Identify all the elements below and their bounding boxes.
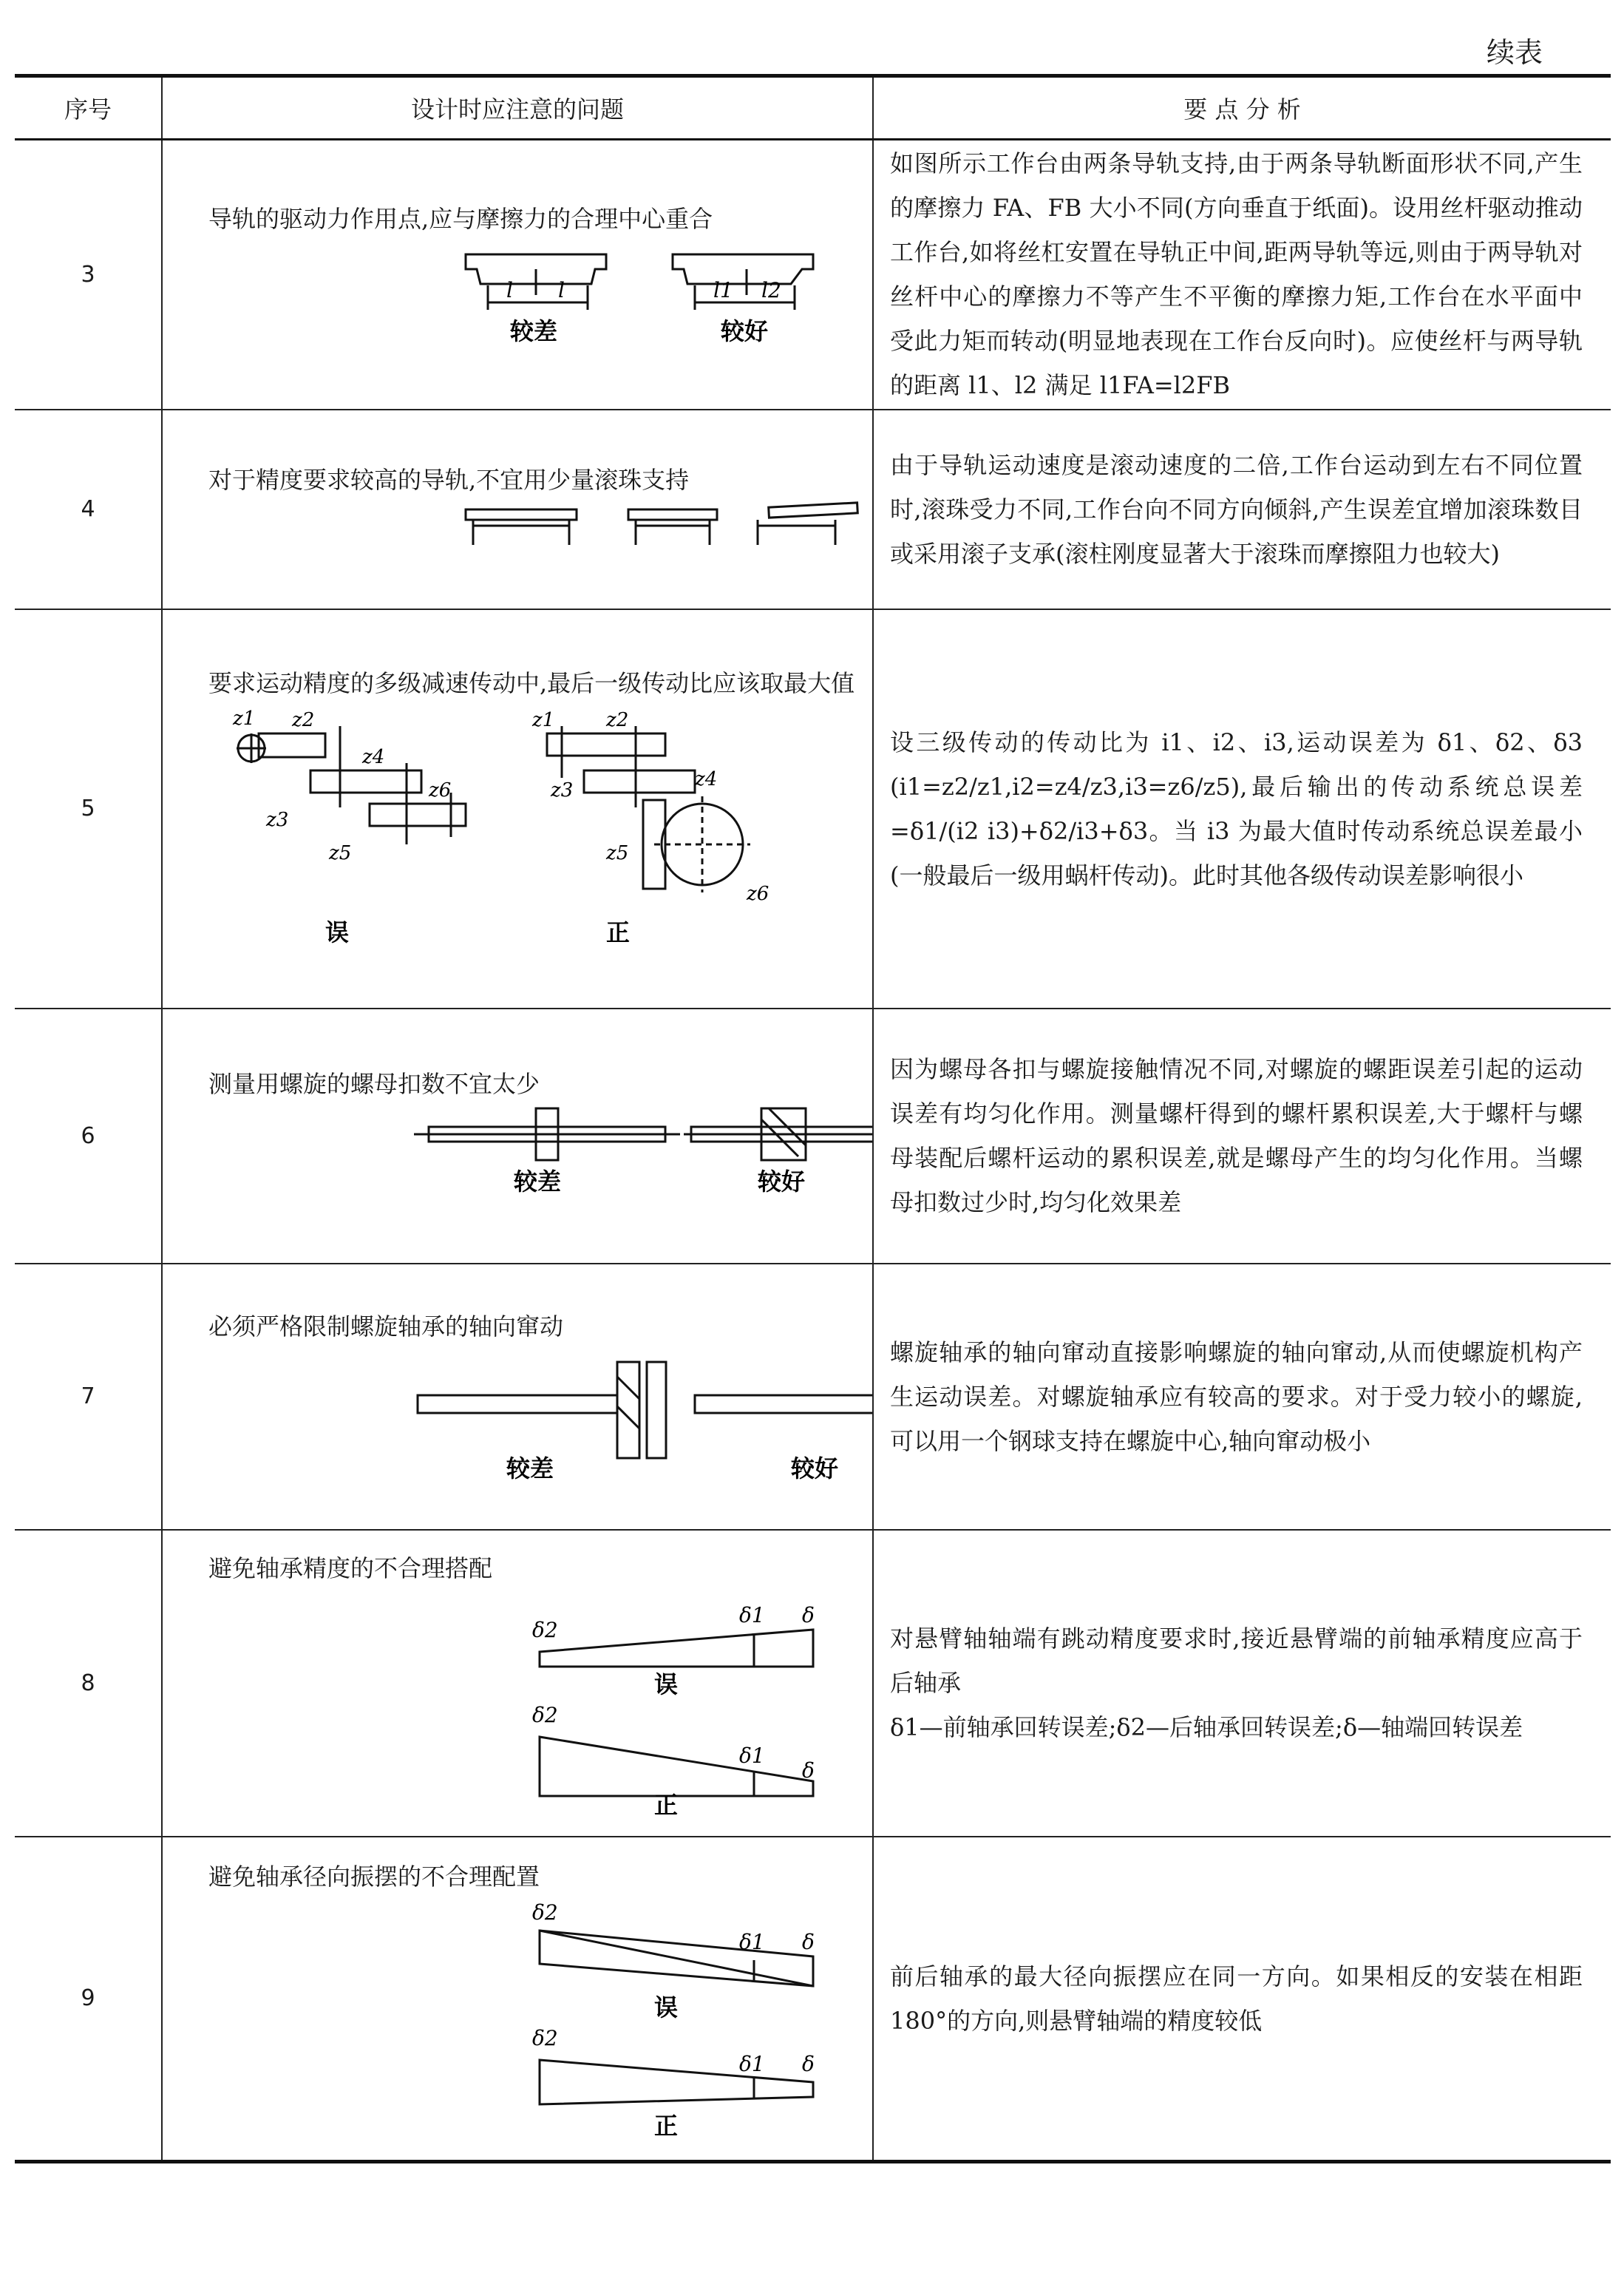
label-delta1: δ1 <box>739 1744 765 1768</box>
analysis-text: 设三级传动的传动比为 i1、i2、i3,运动误差为 δ1、δ2、δ3 (i1=z2/z1,i2=z4/z3,i3=z6/z5),最后输出的传动系统总误差=δ1/(i2 i3)+δ2/i3+δ3。当 i3 为最大值时传动系统总误差最小(一般最后一级用蜗杆传动)。此时其他各级传动误差影响很小 <box>890 728 1583 889</box>
label-z3: z3 <box>266 808 289 831</box>
label-delta: δ <box>802 2051 815 2076</box>
table-row <box>15 1264 1611 1530</box>
caption-better: 较好 <box>721 317 769 346</box>
issue-cell <box>162 1837 873 2162</box>
caption-worse: 较差 <box>514 1168 562 1196</box>
label-z1: z1 <box>532 708 555 731</box>
caption-better: 较好 <box>791 1454 839 1482</box>
label-z4: z4 <box>362 745 385 768</box>
issue-cell <box>162 1264 873 1530</box>
continued-label: 续表 <box>1486 36 1543 69</box>
label-delta2: δ2 <box>532 2025 558 2050</box>
label-l: l <box>558 278 565 303</box>
label-z6: z6 <box>429 779 452 802</box>
issue-text: 要求运动精度的多级减速传动中,最后一级传动比应该取最大值 <box>208 668 855 697</box>
row-num: 5 <box>15 609 162 1009</box>
label-z2: z2 <box>606 708 629 731</box>
label-z6: z6 <box>747 882 769 905</box>
table-row <box>15 1837 1611 2162</box>
label-delta2: δ2 <box>532 1703 558 1727</box>
guide-drive-figure <box>163 240 872 350</box>
label-z1: z1 <box>233 707 256 730</box>
issue-cell <box>162 1530 873 1837</box>
radial-runout-figure <box>163 1897 872 2141</box>
analysis-cell <box>873 1837 1611 2162</box>
issue-text: 避免轴承精度的不合理搭配 <box>208 1554 493 1582</box>
caption-worse: 较差 <box>510 317 558 346</box>
label-delta: δ <box>802 1603 815 1627</box>
analysis-text: 螺旋轴承的轴向窜动直接影响螺旋的轴向窜动,从而使螺旋机构产生运动误差。对螺旋轴承应有较高的要求。对于受力较小的螺旋,可以用一个钢球支持在螺旋中心,轴向窜动极小 <box>890 1338 1583 1455</box>
analysis-line: 对悬臂轴轴端有跳动精度要求时,接近悬臂端的前轴承精度应高于后轴承 <box>890 1624 1583 1697</box>
caption-wrong: 误 <box>654 1993 679 2022</box>
label-l2: l2 <box>761 278 781 303</box>
table-row <box>15 609 1611 1009</box>
caption-right: 正 <box>654 1791 679 1818</box>
row-num: 4 <box>15 410 162 609</box>
screw-bearing-figure <box>163 1347 872 1488</box>
caption-wrong: 误 <box>325 918 350 946</box>
nut-thread-figure <box>163 1105 872 1208</box>
issue-cell <box>162 609 873 1009</box>
caption-better: 较好 <box>758 1168 806 1196</box>
analysis-cell <box>873 140 1611 410</box>
label-delta2: δ2 <box>532 1618 558 1642</box>
bearing-precision-figure <box>163 1589 872 1818</box>
label-z2: z2 <box>292 708 315 731</box>
analysis-text: 因为螺母各扣与螺旋接触情况不同,对螺旋的螺距误差引起的运动误差有均匀化作用。测量螺杆得到的螺杆累积误差,大于螺杆与螺母装配后螺杆运动的累积误差,就是螺母产生的均匀化作用。当螺母扣数过少时,均匀化效果差 <box>890 1055 1583 1216</box>
label-delta: δ <box>802 1929 815 1954</box>
label-delta1: δ1 <box>739 2051 765 2076</box>
analysis-text: 由于导轨运动速度是滚动速度的二倍,工作台运动到左右不同位置时,滚珠受力不同,工作台向不同方向倾斜,产生误差宜增加滚珠数目或采用滚子支承(滚柱刚度显著大于滚珠而摩擦阻力也较大) <box>890 450 1583 568</box>
row-num: 7 <box>15 1264 162 1530</box>
table-row <box>15 410 1611 609</box>
label-z4: z4 <box>695 767 718 790</box>
issue-text: 对于精度要求较高的导轨,不宜用少量滚珠支持 <box>208 465 690 494</box>
issue-cell <box>162 410 873 609</box>
label-delta1: δ1 <box>739 1603 765 1627</box>
label-delta: δ <box>802 1758 815 1783</box>
caption-worse: 较差 <box>506 1454 554 1482</box>
table-row <box>15 1530 1611 1837</box>
label-z3: z3 <box>551 779 574 802</box>
header-issue: 设计时应注意的问题 <box>162 76 873 140</box>
analysis-text <box>874 1616 1611 1749</box>
table-row <box>15 1009 1611 1264</box>
issue-text: 测量用螺旋的螺母扣数不宜太少 <box>208 1070 540 1098</box>
design-table <box>15 74 1611 2163</box>
analysis-cell <box>873 609 1611 1009</box>
analysis-cell <box>873 1264 1611 1530</box>
analysis-cell <box>873 1009 1611 1264</box>
row-num: 3 <box>15 140 162 410</box>
row-num: 8 <box>15 1530 162 1837</box>
header-num: 序号 <box>15 76 162 140</box>
issue-cell <box>162 1009 873 1264</box>
label-l1: l1 <box>713 278 733 303</box>
caption-right: 正 <box>654 2111 679 2140</box>
issue-text: 避免轴承径向振摆的不合理配置 <box>208 1862 540 1891</box>
issue-text: 必须严格限制螺旋轴承的轴向窜动 <box>208 1312 564 1341</box>
label-l: l <box>506 278 513 303</box>
header-analysis: 要 点 分 析 <box>873 76 1611 140</box>
label-delta1: δ1 <box>739 1929 765 1954</box>
analysis-cell <box>873 1530 1611 1837</box>
label-z5: z5 <box>329 841 352 864</box>
table-row <box>15 140 1611 410</box>
issue-text: 导轨的驱动力作用点,应与摩擦力的合理中心重合 <box>208 205 713 234</box>
issue-cell <box>162 140 873 410</box>
analysis-line: δ1—前轴承回转误差;δ2—后轴承回转误差;δ—轴端回转误差 <box>890 1713 1523 1741</box>
caption-right: 正 <box>606 918 631 946</box>
ball-support-figure <box>163 501 872 560</box>
label-delta2: δ2 <box>532 1900 558 1925</box>
header-row <box>15 76 1611 140</box>
analysis-cell <box>873 410 1611 609</box>
gear-train-figure <box>163 704 872 955</box>
label-z5: z5 <box>606 841 629 864</box>
row-num: 6 <box>15 1009 162 1264</box>
analysis-text: 前后轴承的最大径向振摆应在同一方向。如果相反的安装在相距 180°的方向,则悬臂轴端的精度较低 <box>890 1962 1583 2035</box>
caption-wrong: 误 <box>654 1670 679 1698</box>
row-num: 9 <box>15 1837 162 2162</box>
analysis-text: 如图所示工作台由两条导轨支持,由于两条导轨断面形状不同,产生的摩擦力 FA、FB 大小不同(方向垂直于纸面)。设用丝杆驱动推动工作台,如将丝杠安置在导轨正中间,距两导轨等远,则由于两导轨对丝杆中心的摩擦力不等产生不平衡的摩擦力矩,工作台在水平面中受此力矩而转动(明显地表现在工作台反向时)。应使丝杆与两导轨的距离 l1、l2 满足 l1FA=l2FB <box>890 149 1583 400</box>
